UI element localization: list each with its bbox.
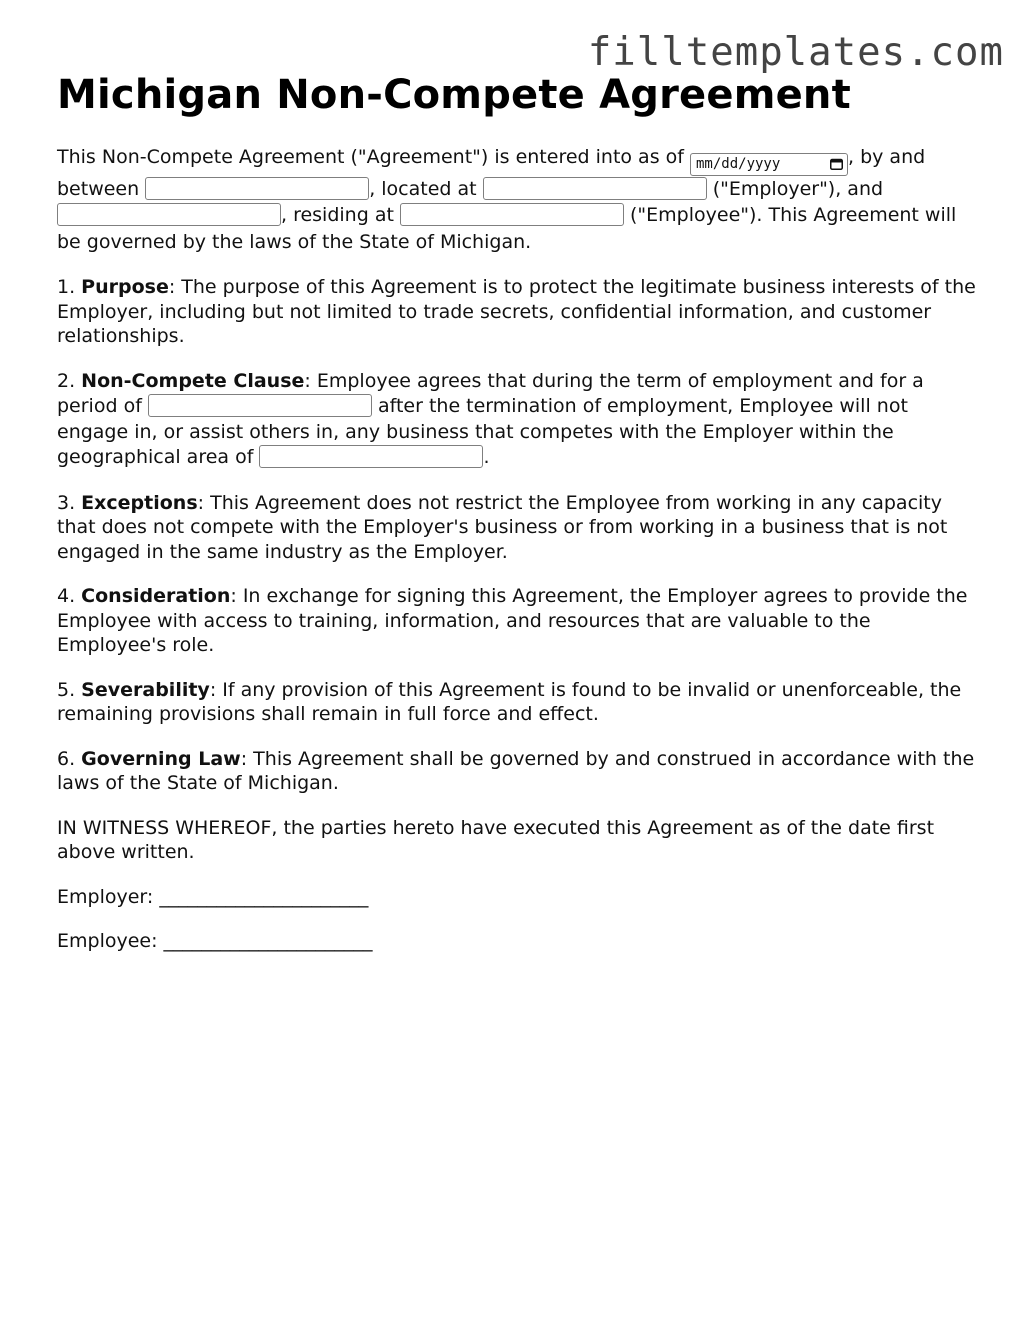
employee-signature-line: Employee: ______________________ [57,930,373,953]
section-heading: Consideration [81,585,231,608]
section-number: 2. [57,369,82,392]
employee-address-input[interactable] [400,203,624,226]
section-text: : In exchange for signing this Agreement, the Employer agrees to provide the Employee with access to training, information, and resources that are valuable to the Employee's role. [57,585,968,657]
section-heading: Severability [81,678,210,701]
section-text: after the termination of employment, Employee will not engage in, or assist others in, any business that competes with the Employer within the geographical area of [57,395,908,469]
section-heading: Purpose [81,276,169,299]
employer-name-input[interactable] [145,177,369,200]
section-heading: Exceptions [81,491,198,514]
non-compete-period-input[interactable] [148,394,372,417]
intro-text: , residing at [281,204,400,227]
section-number: 1. [57,276,82,299]
agreement-document [57,72,982,974]
section-text: : This Agreement shall be governed by and construed in accordance with the laws of the State of Michigan. [57,747,975,795]
witness-paragraph: IN WITNESS WHEREOF, the parties hereto have executed this Agreement as of the date first above written. [57,816,935,864]
intro-text: ("Employee"). This Agreement will be governed by the laws of the State of Michigan. [57,204,957,253]
section-purpose [57,275,982,349]
date-placeholder: mm/dd/yyyy [696,156,781,172]
intro-text: ("Employer"), and [706,177,884,200]
section-text: : The purpose of this Agreement is to protect the legitimate business interests of the Employer, including but not limited to trade secrets, confidential information, and customer relationships. [57,276,976,348]
section-heading: Non-Compete Clause [81,369,305,392]
employer-address-input[interactable] [483,177,707,200]
section-governing-law [57,747,982,796]
section-consideration [57,584,982,658]
employee-name-input[interactable] [57,203,281,226]
section-non-compete-clause [57,369,982,471]
employer-signature-line: Employer: ______________________ [57,885,369,908]
section-text: . [483,446,490,469]
watermark: filltemplates.com [587,30,1004,75]
section-text: : This Agreement does not restrict the Employee from working in any capacity that does not compete with the Employer's business or from working in a business that is not engaged in the same industry as the Employer. [57,491,948,563]
section-text: : If any provision of this Agreement is found to be invalid or unenforceable, the remaining provisions shall remain in full force and effect. [57,678,962,726]
section-exceptions [57,491,982,565]
intro-text: , located at [369,177,483,200]
section-heading: Governing Law [81,747,241,770]
section-severability [57,678,982,727]
intro-text: This Non-Compete Agreement ("Agreement") is entered into as of [57,146,690,168]
page-title: Michigan Non-Compete Agreement [57,72,851,118]
section-number: 6. [57,747,82,770]
intro-paragraph [57,144,982,255]
calendar-icon[interactable] [830,158,843,170]
section-number: 3. [57,491,82,514]
section-number: 4. [57,585,82,608]
intro-text: , by and between [57,146,926,200]
section-text: : Employee agrees that during the term of employment and for a period of [57,369,924,418]
agreement-date-input[interactable] [690,153,848,176]
geographical-area-input[interactable] [259,445,483,468]
section-number: 5. [57,678,82,701]
